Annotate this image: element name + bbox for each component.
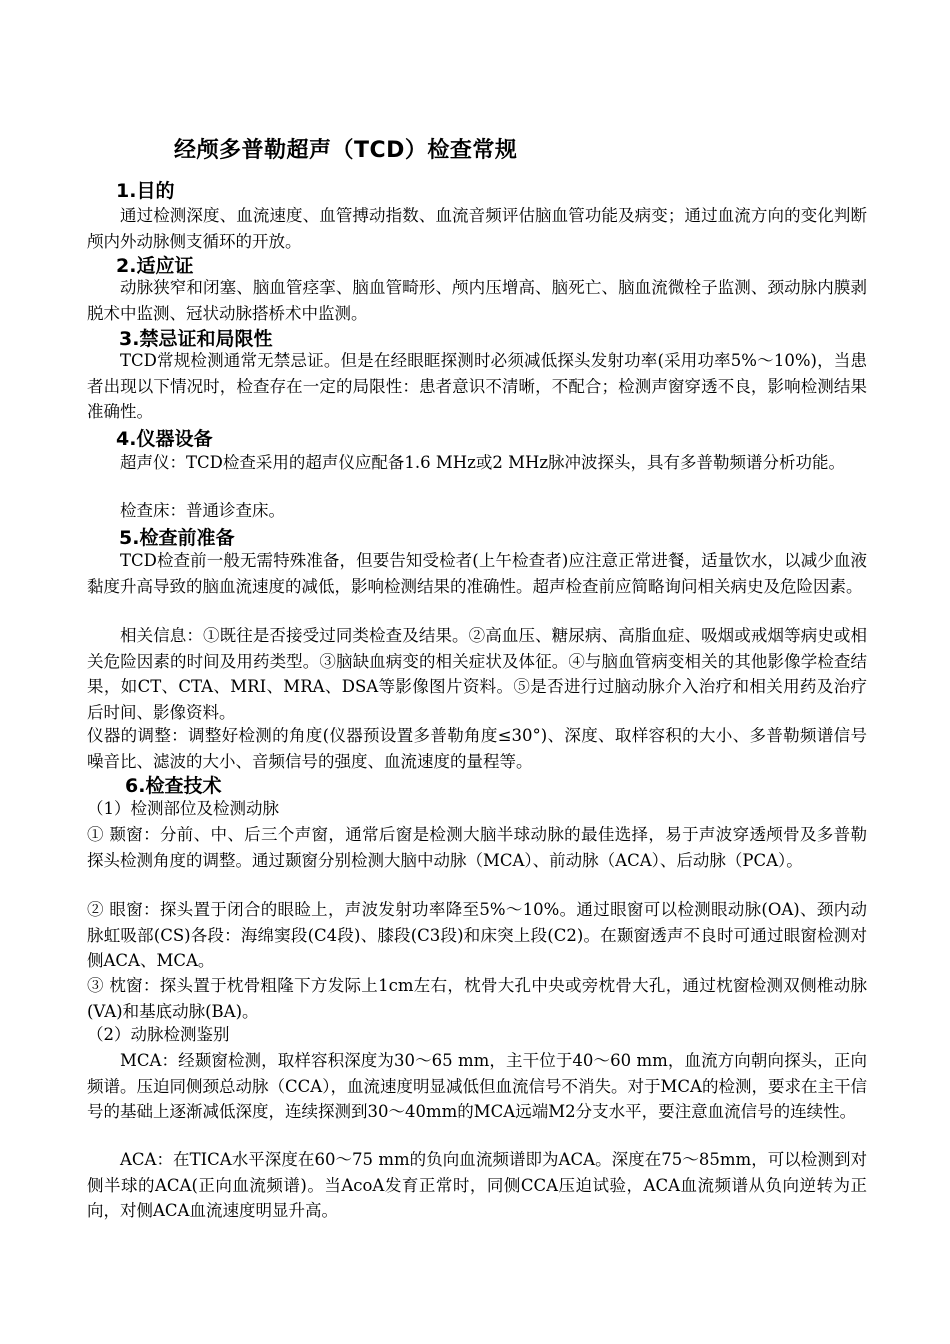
paragraph-instrument-adjust: 仪器的调整：调整好检测的角度(仪器预设置多普勒角度≤30°)、深度、取样容积的大小、多普勒频谱信号噪音比、滤波的大小、音频信号的强度、血流速度的量程等。 <box>87 726 867 771</box>
paragraph-temporal-window: ① 颞窗：分前、中、后三个声窗，通常后窗是检测大脑半球动脉的最佳选择，易于声波穿透颅骨及多普勒探头检测角度的调整。通过颞窗分别检测大脑中动脉（MCA）、前动脉（ACA）、后动脉（PCA）。 <box>87 825 867 870</box>
heading-preparation: 5.检查前准备 <box>119 527 235 549</box>
heading-contraindications: 3.禁忌证和局限性 <box>119 328 273 350</box>
paragraph-equipment-ultrasound: 超声仪：TCD检查采用的超声仪应配备1.6 MHz或2 MHz脉冲波探头，具有多普勒频谱分析功能。 <box>120 453 846 472</box>
paragraph-preparation: TCD检查前一般无需特殊准备，但要告知受检者(上午检查者)应注意正常进餐，适量饮水，以减少血液黏度升高导致的脑血流速度的减低，影响检测结果的准确性。超声检查前应简略询问相关病史及危险因素。 <box>87 551 867 596</box>
heading-equipment: 4.仪器设备 <box>116 428 213 450</box>
paragraph-mca: MCA：经颞窗检测，取样容积深度为30～65 mm，主干位于40～60 mm，血流方向朝向探头，正向频谱。压迫同侧颈总动脉（CCA），血流速度明显减低但血流信号不消失。对于MCA的检测，要求在主干信号的基础上逐渐减低深度，连续探测到30～40mm的MCA远端M2分支水平，要注意血流信号的连续性。 <box>87 1051 867 1121</box>
document-title: 经颅多普勒超声（TCD）检查常规 <box>174 138 518 163</box>
paragraph-aca: ACA：在TICA水平深度在60～75 mm的负向血流频谱即为ACA。深度在75～85mm，可以检测到对侧半球的ACA(正向血流频谱)。当AcoA发育正常时，同侧CCA压迫试验，ACA血流频谱从负向逆转为正向，对侧ACA血流速度明显升高。 <box>87 1150 867 1220</box>
heading-purpose: 1.目的 <box>116 180 175 202</box>
paragraph-contraindications: TCD常规检测通常无禁忌证。但是在经眼眶探测时必须减低探头发射功率(采用功率5%～10%)，当患者出现以下情况时，检查存在一定的局限性：患者意识不清晰，不配合；检测声窗穿透不良，影响检测结果准确性。 <box>87 351 867 421</box>
paragraph-purpose: 通过检测深度、血流速度、血管搏动指数、血流音频评估脑血管功能及病变；通过血流方向的变化判断颅内外动脉侧支循环的开放。 <box>87 206 867 251</box>
paragraph-orbital-window: ② 眼窗：探头置于闭合的眼睑上，声波发射功率降至5%～10%。通过眼窗可以检测眼动脉(OA)、颈内动脉虹吸部(CS)各段：海绵窦段(C4段)、膝段(C3段)和床突上段(C2)。在颞窗透声不良时可通过眼窗检测对侧ACA、MCA。 <box>87 900 867 970</box>
subheading-artery-identification: （2）动脉检测鉴别 <box>87 1025 230 1044</box>
paragraph-related-info: 相关信息：①既往是否接受过同类检查及结果。②高血压、糖尿病、高脂血症、吸烟或戒烟等病史或相关危险因素的时间及用药类型。③脑缺血病变的相关症状及体征。④与脑血管病变相关的其他影像学检查结果，如CT、CTA、MRI、MRA、DSA等影像图片资料。⑤是否进行过脑动脉介入治疗和相关用药及治疗后时间、影像资料。 <box>87 626 867 722</box>
paragraph-indications: 动脉狭窄和闭塞、脑血管痉挛、脑血管畸形、颅内压增高、脑死亡、脑血流微栓子监测、颈动脉内膜剥脱术中监测、冠状动脉搭桥术中监测。 <box>87 278 867 323</box>
paragraph-occipital-window: ③ 枕窗：探头置于枕骨粗隆下方发际上1cm左右，枕骨大孔中央或旁枕骨大孔，通过枕窗检测双侧椎动脉(VA)和基底动脉(BA)。 <box>87 976 867 1021</box>
heading-technique: 6.检查技术 <box>125 775 222 797</box>
paragraph-equipment-bed: 检查床：普通诊查床。 <box>120 501 285 520</box>
heading-indications: 2.适应证 <box>116 255 194 277</box>
subheading-detection-sites: （1）检测部位及检测动脉 <box>87 799 279 818</box>
